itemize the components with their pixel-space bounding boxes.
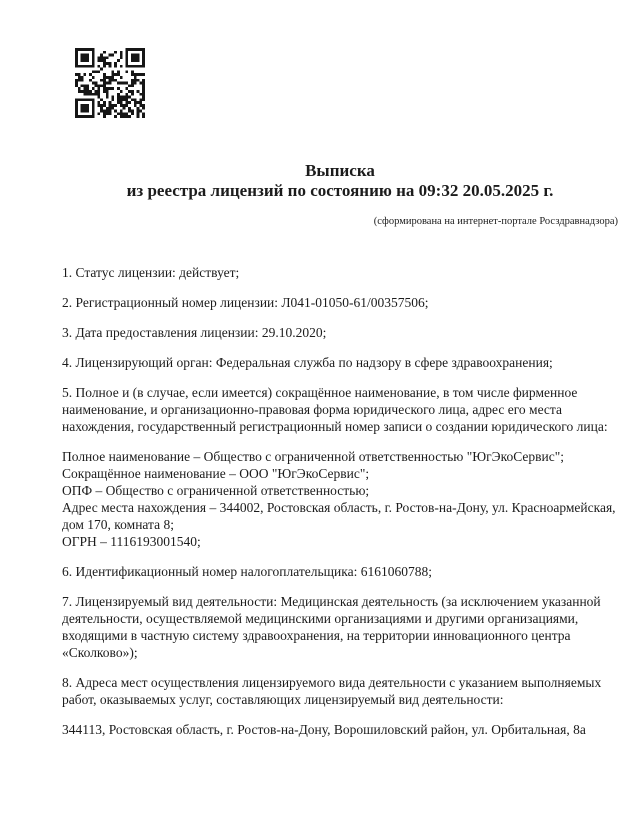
title-line-1: Выписка bbox=[305, 161, 375, 180]
detail-legal-form: ОПФ – Общество с ограниченной ответственностью; bbox=[62, 483, 370, 498]
detail-ogrn: ОГРН – 1116193001540; bbox=[62, 534, 201, 549]
activity-address: 344113, Ростовская область, г. Ростов-на-Дону, Ворошиловский район, ул. Орбитальная, 8а bbox=[62, 722, 586, 737]
document-content bbox=[62, 161, 618, 751]
detail-full-name: Полное наименование – Общество с ограниченной ответственностью "ЮгЭкоСервис"; bbox=[62, 449, 564, 464]
title-line-2: из реестра лицензий по состоянию на 09:32 20.05.2025 г. bbox=[126, 181, 554, 200]
document-title bbox=[62, 161, 618, 201]
qr-code-icon bbox=[75, 48, 145, 118]
item-entity-name-heading: 5. Полное и (в случае, если имеется) сокращённое наименование, в том числе фирменное наименование, и организационно-правовая форма юридического лица, адрес его места нахождения, государственный регистрационный номер записи о создании юридического лица: bbox=[62, 385, 608, 434]
item-licensed-activity: 7. Лицензируемый вид деятельности: Медицинская деятельность (за исключением указанной деятельности, осуществляемой медицинскими организациями и другими организациями, входящими в частную систему здравоохранения, на территории инновационного центра «Сколково»); bbox=[62, 594, 601, 660]
entity-details bbox=[62, 448, 618, 550]
item-activity-addresses-heading: 8. Адреса мест осуществления лицензируемого вида деятельности с указанием выполняемых работ, оказываемых услуг, составляющих лицензируемый вид деятельности: bbox=[62, 675, 602, 707]
detail-registered-address: Адрес места нахождения – 344002, Ростовская область, г. Ростов-на-Дону, ул. Красноармейская, дом 170, комната 8; bbox=[62, 500, 616, 532]
item-licensing-authority: 4. Лицензирующий орган: Федеральная служба по надзору в сфере здравоохранения; bbox=[62, 355, 553, 370]
detail-short-name: Сокращённое наименование – ООО "ЮгЭкоСервис"; bbox=[62, 466, 370, 481]
item-license-status: 1. Статус лицензии: действует; bbox=[62, 265, 240, 280]
item-registration-number: 2. Регистрационный номер лицензии: Л041-01050-61/00357506; bbox=[62, 295, 429, 310]
item-grant-date: 3. Дата предоставления лицензии: 29.10.2020; bbox=[62, 325, 327, 340]
formation-note: (сформирована на интернет-портале Росздравнадзора) bbox=[373, 216, 618, 227]
item-inn: 6. Идентификационный номер налогоплательщика: 6161060788; bbox=[62, 564, 432, 579]
